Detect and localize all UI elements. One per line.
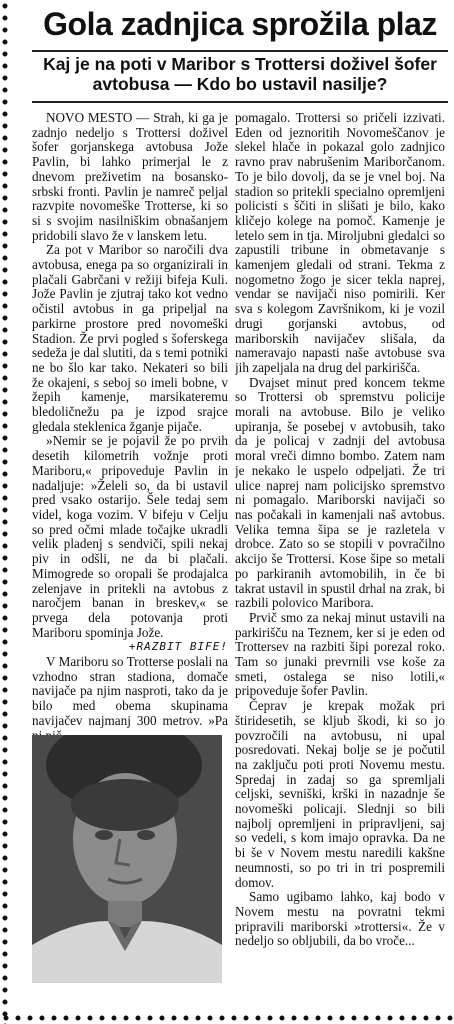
paragraph: V Mariboru so Trotterse poslali na vzhodno stran stadiona, domače navijače pa njim nasproti, tako da je bilo med obema skupinama navijačev najmanj 300 metrov. »Pa [32, 654, 228, 728]
headline-rule [32, 50, 448, 52]
article-column-left [32, 111, 228, 751]
article-column-right [235, 111, 445, 991]
dotted-border-left [0, 0, 10, 1024]
paragraph: Čeprav je krepak možak pri štiridesetih, se kljub škodi, ki so jo povzročili na avtobusu, ni upal posredovati. Nekaj bolje se je počutil na zaključu poti proti Novemu mestu. Spredaj in zadaj so ga spremljali celjski, sevniški, krški in nazadnje še novomeški policaji. Slednji so bili najbolj opremljeni in pripravljeni, saj so vedeli, s kom imajo opravka. Da ne bi še v Novem mestu naredili kakšne neumnosti, so po tri in tri pospremili domov. [235, 698, 445, 890]
subheadline-rule [32, 101, 448, 103]
paragraph: Prvič smo za nekaj minut ustavili na parkirišču na Teznem, ker si je eden od Trottersev na razbiti šipi porezal roko. Tam so junaki prevrnili vse koše za smeti, ostalega se niso lotili,« pripoveduje šofer Pavlin. [235, 609, 445, 699]
portrait-photo [32, 735, 222, 983]
subheadline: Kaj je na poti v Maribor s Trottersi doživel šofer avtobusa — Kdo bo ustavil nasilje? [43, 54, 437, 94]
paragraph: »Nemir se je pojavil že po prvih desetih kilometrih vožnje proti Mariboru,« pripoveduje Pavlin in nadaljuje: »Želeli so, da bi ustavil pred vsako ostarijo. Šele tedaj sem videl, koga vozim. V bifeju v Celju so pred očmi mlade točajke ukradli velik pladenj s sendviči, spili nekaj piv in odšli, ne da bi plačali. Mimogrede so oropali še prodajalca zelenjave in pritekli na avtobus z naročjem banan in breskev,« se prvega dela potovanja proti Mariboru spominja Jože. [32, 433, 228, 640]
paragraph: Za pot v Maribor so naročili dva avtobusa, enega pa so organizirali in plačali Gabrčani v režiji bifeja Kuli. Jože Pavlin je zjutraj tako kot vedno očistil avtobus in ga pripeljal na parkirne prostore pred novomeški Stadion. Že prvi pogled s šoferskega sedeža je dal slutiti, da s temi potniki ne bo šlo kar tako. Nekateri so bili že okajeni, s seboj so imeli bobne, v žepih kamenje, marsikateremu bledoličnežu pa je izpod srajce gledala steklenica žganje pijače. [32, 242, 228, 434]
handwritten-note: +RAZBIT BIFE! [128, 640, 228, 654]
paragraph: pomagalo. Trottersi so pričeli izzivati. Eden od jeznoritih Novomeščanov je slekel hlače in pokazal golo zadnjico ravno prav nabrušenim Mariborčanom. To je bilo dovolj, da se je vnel boj. Na stadion so pritekli specialno opremljeni policisti s ščiti in slišati je bilo, kako kličejo kolege na pomoč. Kamenje je letelo sem in tja. Miroljubni gledalci so zapustili tribune in obmetavanje s kamenjem gledali od strani. Tekma z nogometno žogo je sicer tekla naprej, vendar se navijači niso pomirili. Ker sva s kolegom Završnikom, ki je vozil drugi gorjanski avtobus, od mariborskih navijačev slišala, da nameravajo napasti naše avtobuse sva jih zapeljala na drug del parkirišča. [235, 111, 445, 375]
paragraph: Dvajset minut pred koncem tekme so Trottersi ob spremstvu policije morali na avtobuse. Bilo je veliko upiranja, še posebej v avtobusih, tako da je policaj v zadnji del avtobusa moral vreči dimno bombo. Zatem nam je nekako le uspelo odpeljati. Že tri ulice naprej nam policijsko spremstvo ni pomagalo. Mariborski navijači so nas počakali in kamenjali naš avtobus. Velika temna šipa se je razletela v drobce. Zato so se stopili v povračilno akcijo še Trottersi. Kose šipe so metali po parkiranih avtomobilih, in če bi takrat ustavil in spustil drhal na zrak, bi razbili polovico Maribora. [235, 374, 445, 611]
paragraph: NOVO MESTO — Strah, ki ga je zadnjo nedeljo s Trottersi doživel šofer gorjanskega avtobusa Jože Pavlin, bi lahko primerjal le z dnevom preživetim na bosansko-srbski fronti. Pavlin je namreč peljal razvpite novomeške Trotterse, ki so si s svojim nasilniškim obnašanjem pridobili slavo že v lanskem letu. [32, 111, 228, 243]
headline: Gola zadnjica sprožila plaz [43, 6, 437, 42]
paragraph: Samo ugibamo lahko, kaj bodo v Novem mestu na povratni tekmi pripravili mariborski »trottersi«. Že v nedeljo so obljubili, da bo vroče... [235, 889, 445, 949]
dotted-border-bottom [0, 1012, 454, 1024]
